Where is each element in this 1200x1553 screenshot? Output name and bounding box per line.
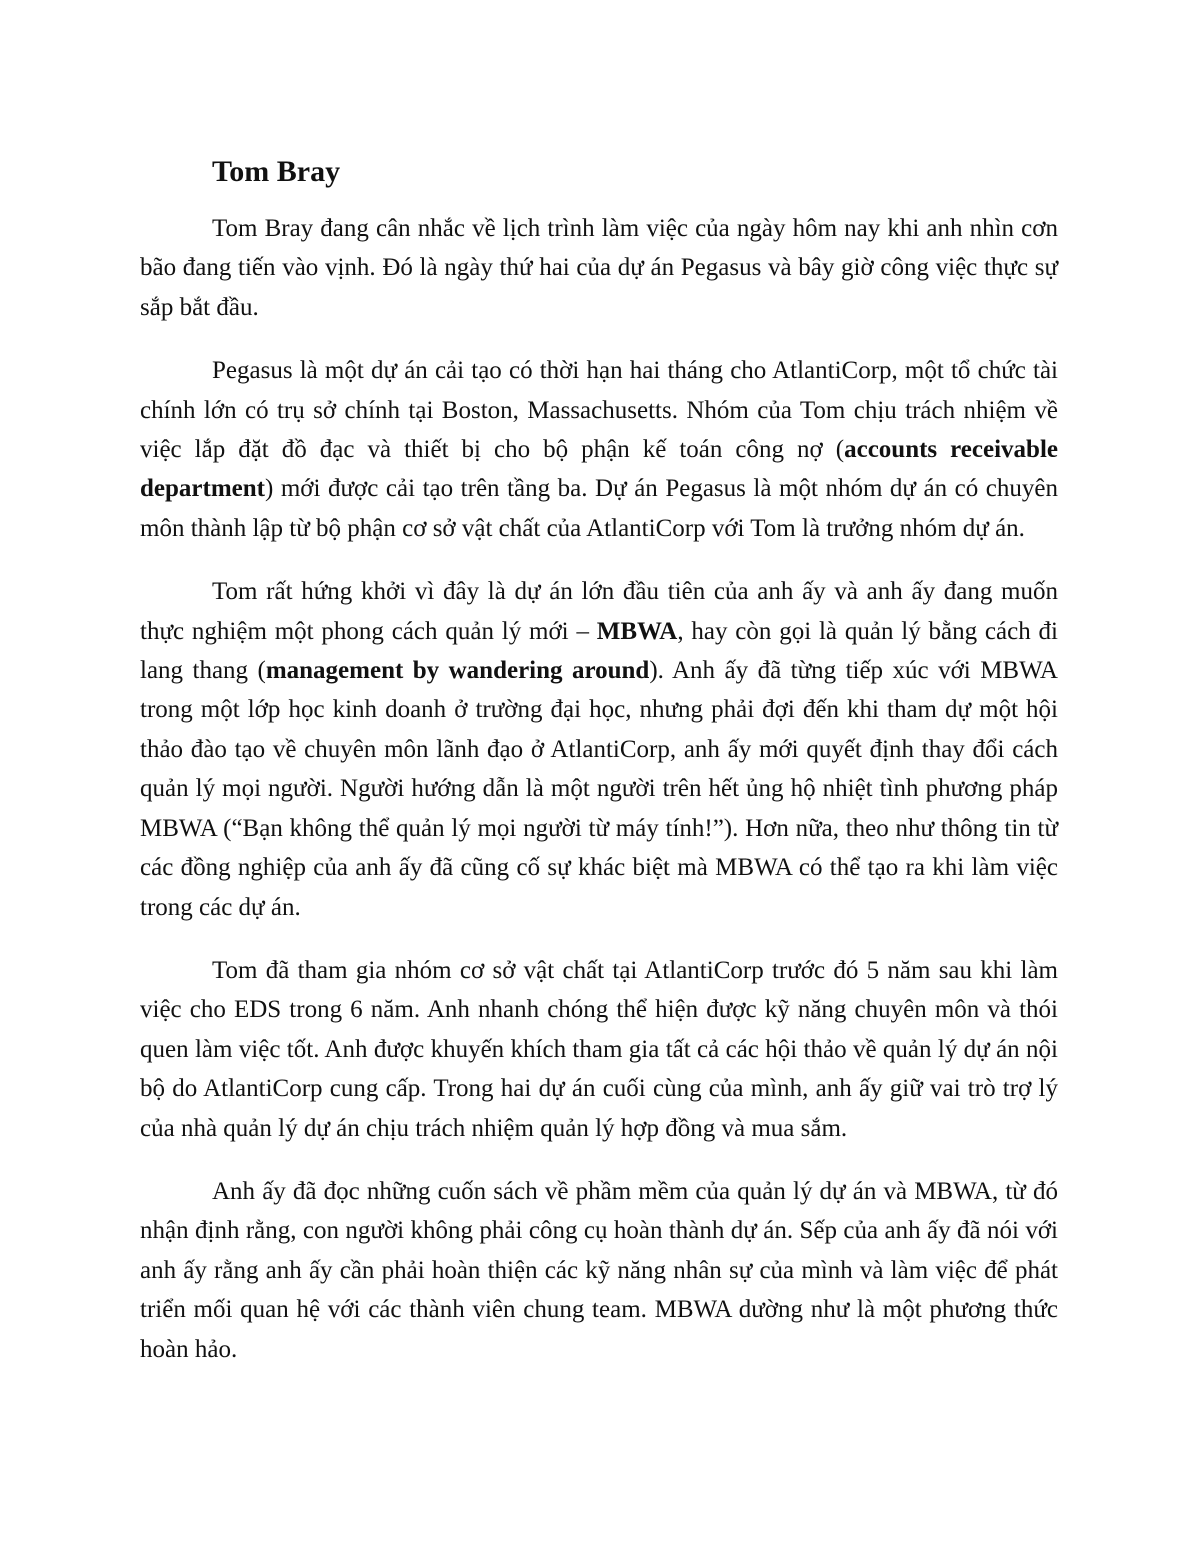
paragraph-2-text-after: ) mới được cải tạo trên tầng ba. Dự án Pegasus là một nhóm dự án có chuyên môn thành lập từ bộ phận cơ sở vật chất của AtlantiCorp với Tom là trưởng nhóm dự án. [140,475,1058,542]
paragraph-5 [140,1172,1058,1369]
paragraph-4-text: Tom đã tham gia nhóm cơ sở vật chất tại AtlantiCorp trước đó 5 năm sau khi làm việc cho EDS trong 6 năm. Anh nhanh chóng thể hiện được kỹ năng chuyên môn và thói quen làm việc tốt. Anh được khuyến khích tham gia tất cả các hội thảo về quản lý dự án nội bộ do AtlantiCorp cung cấp. Trong hai dự án cuối cùng của mình, anh ấy giữ vai trò trợ lý của nhà quản lý dự án chịu trách nhiệm quản lý hợp đồng và mua sắm. [140,956,1058,1142]
paragraph-3 [140,572,1058,927]
paragraph-2 [140,351,1058,548]
paragraph-3-text-middle: , hay còn gọi là quản lý bằng cách đi lang thang ( [140,617,1058,685]
paragraph-3-text-after: ). Anh ấy đã từng tiếp xúc với MBWA trong một lớp học kinh doanh ở trường đại học, nhưng phải đợi đến khi tham dự một hội thảo đào tạo về chuyên môn lãnh đạo ở AtlantiCorp, anh ấy mới quyết định thay đổi cách quản lý mọi người. Người hướng dẫn là một người trên hết ủng hộ nhiệt tình phương pháp MBWA (“Bạn không thể quản lý mọi người từ máy tính!”). Hơn nữa, theo như thông tin từ các đồng nghiệp của anh ấy đã cũng cố sự khác biệt mà MBWA có thể tạo ra khi làm việc trong các dự án. [140,657,1058,921]
paragraph-2-bold-term: accounts receivable department [140,436,1058,503]
paragraph-1-text: Tom Bray đang cân nhắc về lịch trình làm việc của ngày hôm nay khi anh nhìn cơn bão đang tiến vào vịnh. Đó là ngày thứ hai của dự án Pegasus và bây giờ công việc thực sự sắp bắt đầu. [140,215,1058,321]
paragraph-3-bold-acronym: MBWA [596,617,678,645]
paragraph-1 [140,209,1058,327]
paragraph-2-text-before: Pegasus là một dự án cải tạo có thời hạn hai tháng cho AtlantiCorp, một tổ chức tài chính lớn có trụ sở chính tại Boston, Massachusetts. Nhóm của Tom chịu trách nhiệm về việc lắp đặt đồ đạc và thiết bị cho bộ phận kế toán công nợ ( [140,357,1058,464]
document-page [140,150,1058,1369]
paragraph-3-text-before: Tom rất hứng khởi vì đây là dự án lớn đầu tiên của anh ấy và anh ấy đang muốn thực nghiệm một phong cách quản lý mới – [140,578,1058,645]
paragraph-4 [140,951,1058,1148]
paragraph-5-text: Anh ấy đã đọc những cuốn sách về phầm mềm của quản lý dự án và MBWA, từ đó nhận định rằng, con người không phải công cụ hoàn thành dự án. Sếp của anh ấy đã nói với anh ấy rằng anh ấy cần phải hoàn thiện các kỹ năng nhân sự của mình và làm việc để phát triển mối quan hệ với các thành viên chung team. MBWA dường như là một phương thức hoàn hảo. [140,1177,1058,1363]
document-title: Tom Bray [212,155,341,188]
paragraph-3-bold-term: management by wandering around [265,657,650,685]
